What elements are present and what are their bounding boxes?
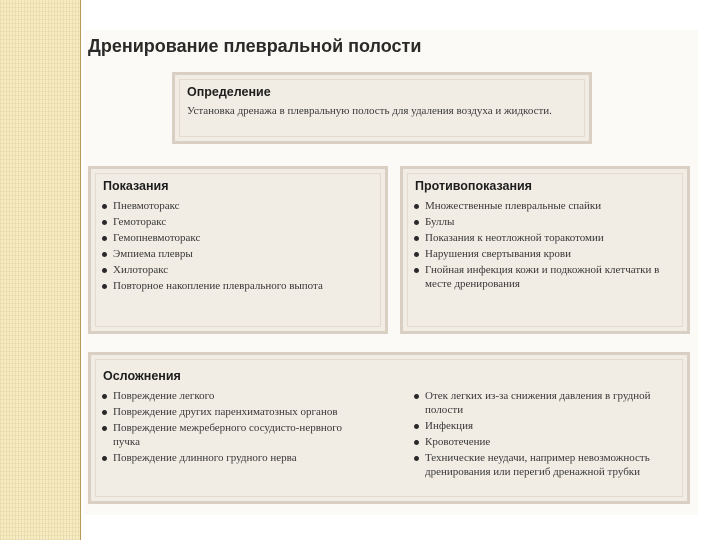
indications-list (101, 199, 361, 295)
strip-divider (80, 0, 81, 540)
list-item: Кровотечение (413, 435, 675, 449)
list-item: Буллы (413, 215, 675, 229)
list-item: Нарушения свертывания крови (413, 247, 675, 261)
list-item: Показания к неотложной торакотомии (413, 231, 675, 245)
decorative-left-strip (0, 0, 80, 540)
complications-heading: Осложнения (103, 369, 181, 383)
list-item: Эмпиема плевры (101, 247, 361, 261)
complications-list-right (413, 389, 675, 481)
contraindications-heading: Противопоказания (415, 179, 532, 193)
page-title: Дренирование плевральной полости (88, 36, 422, 56)
list-item: Хилоторакс (101, 263, 361, 277)
indications-heading: Показания (103, 179, 169, 193)
list-item: Повреждение легкого (101, 389, 363, 403)
complications-list-left (101, 389, 363, 467)
list-item: Повреждение длинного грудного нерва (101, 451, 363, 465)
indications-box (88, 166, 388, 334)
list-item: Инфекция (413, 419, 675, 433)
definition-text: Установка дренажа в плевральную полость для удаления воздуха и жидкости. (187, 105, 552, 117)
list-item: Повторное накопление плеврального выпота (101, 279, 361, 293)
list-item: Повреждение других паренхиматозных органов (101, 405, 363, 419)
contraindications-list (413, 199, 675, 293)
contraindications-box (400, 166, 690, 334)
definition-heading: Определение (187, 85, 271, 99)
list-item: Гемоторакс (101, 215, 361, 229)
list-item: Отек легких из-за снижения давления в грудной полости (413, 389, 675, 417)
list-item: Повреждение межреберного сосудисто-нервного пучка (101, 421, 363, 449)
list-item: Гнойная инфекция кожи и подкожной клетчатки в месте дренирования (413, 263, 675, 291)
list-item: Пневмоторакс (101, 199, 361, 213)
list-item: Множественные плевральные спайки (413, 199, 675, 213)
list-item: Технические неудачи, например невозможность дренирования или перегиб дренажной трубки (413, 451, 675, 479)
list-item: Гемопневмоторакс (101, 231, 361, 245)
definition-box (172, 72, 592, 144)
complications-box (88, 352, 690, 504)
